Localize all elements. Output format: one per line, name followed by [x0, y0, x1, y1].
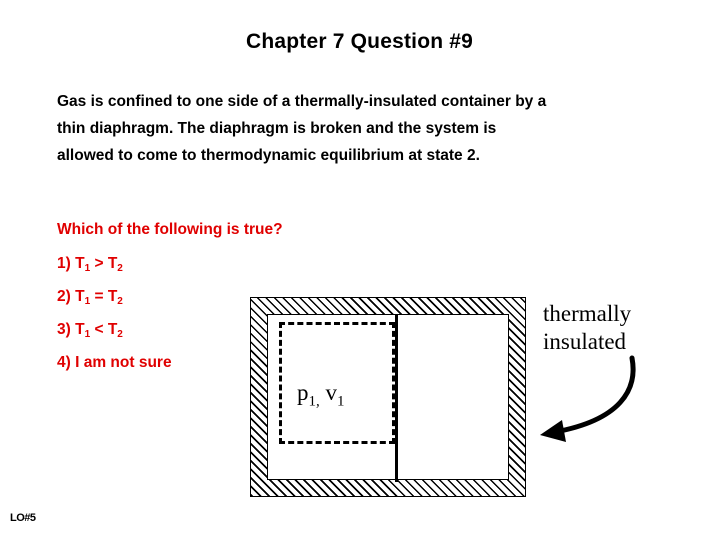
choice-list	[57, 248, 172, 378]
choice-2-number: 2)	[57, 288, 71, 305]
choice-2-var1: T	[75, 288, 85, 305]
choice-3-var1: T	[75, 321, 85, 338]
choice-3-number: 3)	[57, 321, 71, 338]
choice-option-4[interactable]	[57, 347, 172, 378]
pressure-subscript: 1,	[308, 393, 320, 410]
choice-option-1[interactable]	[57, 248, 172, 281]
choice-4-number: 4)	[57, 354, 71, 371]
volume-subscript: 1	[337, 393, 345, 410]
choice-2-var2: T	[107, 288, 118, 305]
state-1-label	[297, 380, 345, 411]
choice-option-2[interactable]	[57, 281, 172, 314]
choice-2-sub1: 1	[84, 296, 91, 307]
question-prompt: Which of the following is true?	[57, 221, 283, 238]
choice-3-var2: T	[107, 321, 118, 338]
annotation-line-1: thermally	[543, 301, 632, 326]
choice-1-sub2: 2	[117, 263, 123, 274]
curved-arrow-icon	[520, 350, 650, 450]
body-line-3: allowed to come to thermodynamic equilibrium at state 2.	[57, 147, 480, 164]
annotation-line-2: insulated	[543, 329, 627, 354]
choice-3-sub1: 1	[84, 329, 91, 340]
body-paragraph	[57, 88, 707, 169]
choice-2-relation: =	[90, 288, 108, 305]
choice-3-relation: <	[90, 321, 108, 338]
choice-1-sub1: 1	[84, 263, 91, 274]
choice-3-sub2: 2	[117, 329, 123, 340]
diaphragm-divider	[395, 314, 398, 482]
body-line-1: Gas is confined to one side of a thermally-insulated container by a	[57, 93, 547, 110]
choice-option-3[interactable]	[57, 314, 172, 347]
pressure-symbol: p	[297, 380, 309, 405]
thermally-insulated-annotation	[543, 300, 631, 356]
choice-1-var2: T	[107, 255, 118, 272]
choice-1-var1: T	[75, 255, 85, 272]
page-title: Chapter 7 Question #9	[245, 30, 474, 53]
choice-4-text: I am not sure	[75, 354, 172, 371]
choice-1-number: 1)	[57, 255, 71, 272]
choice-1-relation: >	[90, 255, 108, 272]
body-line-2: thin diaphragm. The diaphragm is broken and the system is	[57, 120, 497, 137]
volume-symbol: v	[319, 380, 337, 405]
slide-footer-label: LO#5	[10, 512, 36, 524]
choice-2-sub2: 2	[117, 296, 123, 307]
